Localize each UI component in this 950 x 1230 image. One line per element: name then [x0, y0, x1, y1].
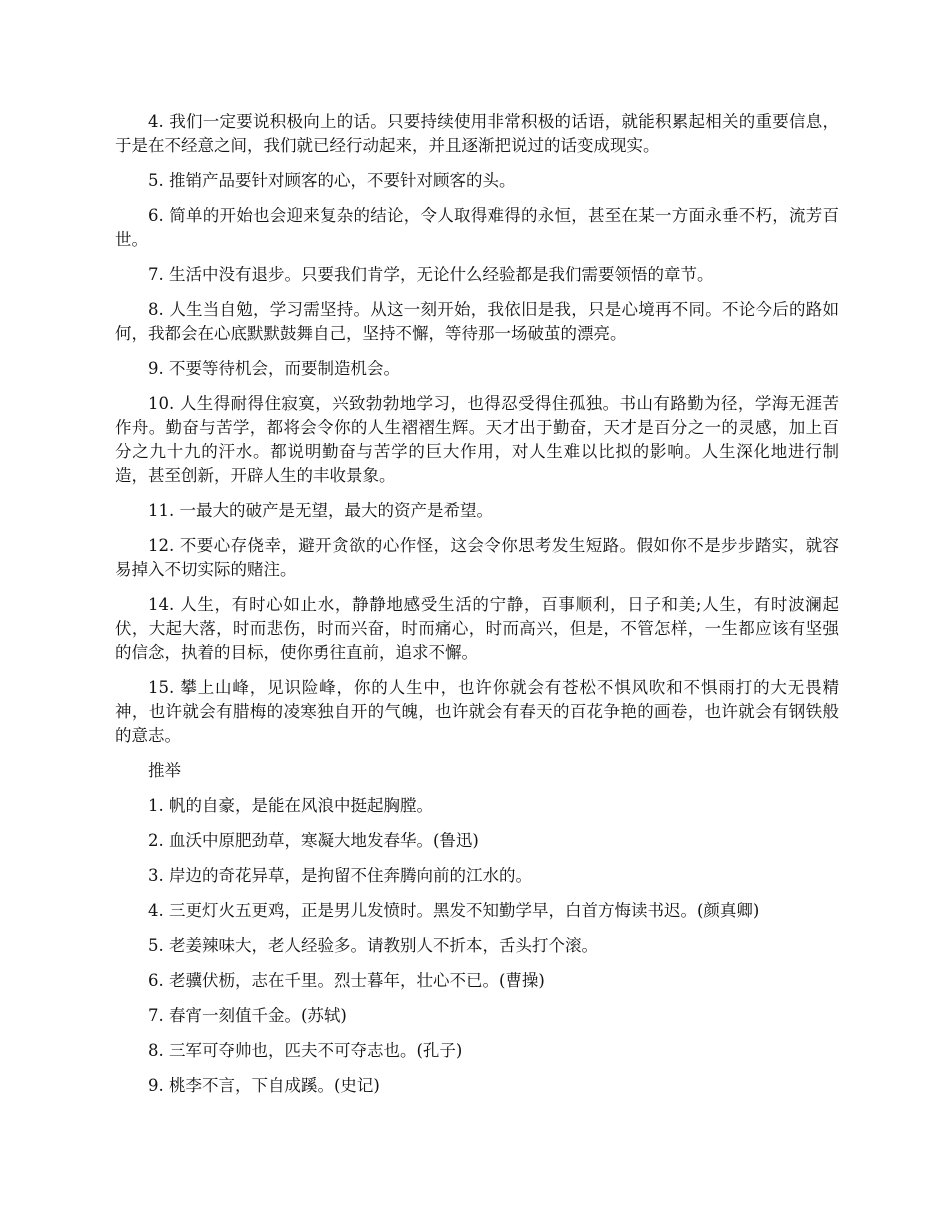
quote-8: 8. 三军可夺帅也，匹夫不可夺志也。(孔子): [148, 1041, 463, 1060]
document-body: [115, 110, 839, 1109]
quote-5: 5. 老姜辣味大，老人经验多。请教别人不折本，舌头打个滚。: [148, 936, 598, 955]
paragraph-15: 15. 攀上山峰，见识险峰，你的人生中，也许你就会有苍松不惧风吹和不惧雨打的大无畏精神，也许就会有腊梅的凌寒独自开的气魄，也许就会有春天的百花争艳的画卷，也许就会有钢铁般的意志。: [115, 678, 839, 745]
section-heading: 推举: [148, 761, 181, 780]
paragraph-12: 12. 不要心存侥幸，避开贪欲的心作怪，这会令你思考发生短路。假如你不是步步踏实，就容易掉入不切实际的赌注。: [115, 536, 839, 579]
quote-3: 3. 岸边的奇花异草，是拘留不住奔腾向前的江水的。: [148, 866, 532, 885]
paragraph-14: 14. 人生，有时心如止水，静静地感受生活的宁静，百事顺利，日子和美;人生，有时波澜起伏，大起大落，时而悲伤，时而兴奋，时而痛心，时而高兴，但是，不管怎样，一生都应该有坚强的信念，执着的目标，使你勇往直前，追求不懈。: [115, 595, 839, 662]
paragraph-8: 8. 人生当自勉，学习需坚持。从这一刻开始，我依旧是我，只是心境再不同。不论今后的路如何，我都会在心底默默鼓舞自己，坚持不懈，等待那一场破茧的漂亮。: [115, 300, 839, 343]
quote-4: 4. 三更灯火五更鸡，正是男儿发愤时。黑发不知勤学早，白首方悔读书迟。(颜真卿): [148, 901, 760, 920]
paragraph-7: 7. 生活中没有退步。只要我们肯学，无论什么经验都是我们需要领悟的章节。: [148, 265, 714, 284]
paragraph-5: 5. 推销产品要针对顾客的心，不要针对顾客的头。: [148, 171, 516, 190]
quote-9: 9. 桃李不言，下自成蹊。(史记): [148, 1076, 380, 1095]
paragraph-6: 6. 简单的开始也会迎来复杂的结论，令人取得难得的永恒，甚至在某一方面永垂不朽，流芳百世。: [115, 206, 839, 249]
paragraph-9: 9. 不要等待机会，而要制造机会。: [148, 359, 400, 378]
paragraph-4: 4. 我们一定要说积极向上的话。只要持续使用非常积极的话语，就能积累起相关的重要信息，于是在不经意之间，我们就已经行动起来，并且逐渐把说过的话变成现实。: [115, 112, 839, 155]
quote-6: 6. 老骥伏枥，志在千里。烈士暮年，壮心不已。(曹操): [148, 971, 545, 990]
quote-1: 1. 帆的自豪，是能在风浪中挺起胸膛。: [148, 796, 433, 815]
quote-7: 7. 春宵一刻值千金。(苏轼): [148, 1006, 347, 1025]
paragraph-10: 10. 人生得耐得住寂寞，兴致勃勃地学习，也得忍受得住孤独。书山有路勤为径，学海无涯苦作舟。勤奋与苦学，都将会令你的人生褶褶生辉。天才出于勤奋，天才是百分之一的灵感，加上百分之九十九的汗水。都说明勤奋与苦学的巨大作用，对人生难以比拟的影响。人生深化地进行制造，甚至创新，开辟人生的丰收景象。: [115, 394, 839, 485]
paragraph-11: 11. 一最大的破产是无望，最大的资产是希望。: [148, 501, 493, 520]
quote-2: 2. 血沃中原肥劲草，寒凝大地发春华。(鲁迅): [148, 831, 479, 850]
